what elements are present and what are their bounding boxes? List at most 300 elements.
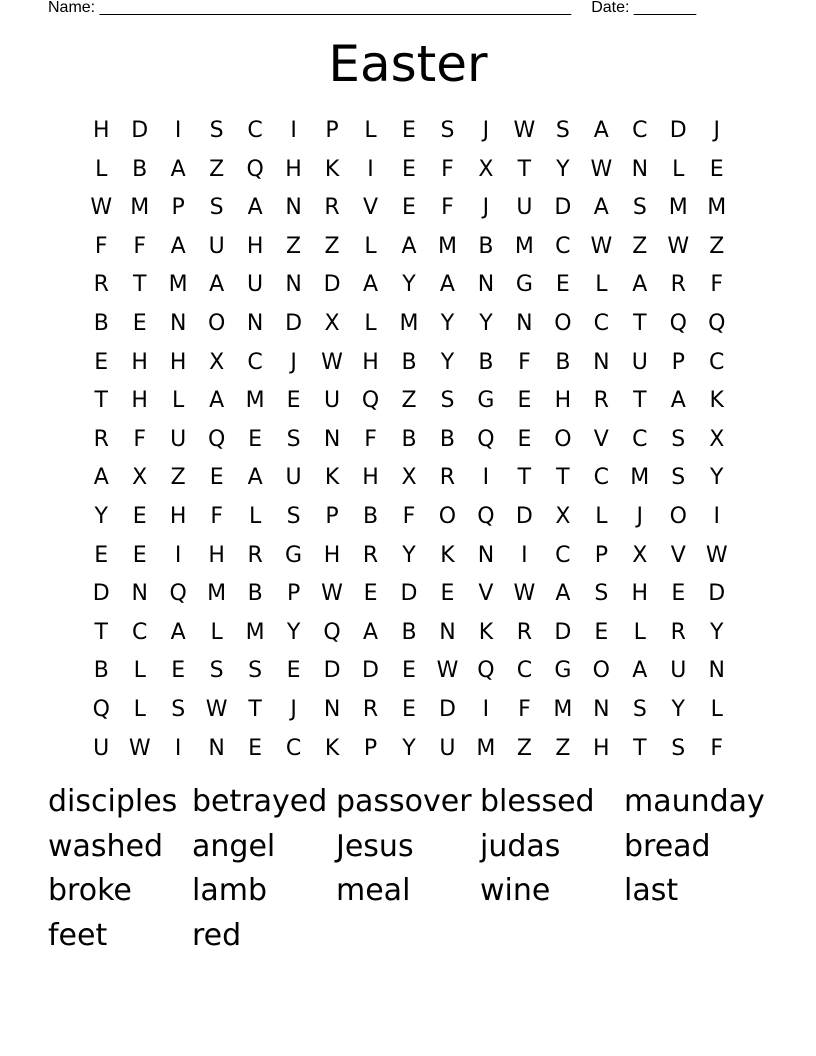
grid-cell: D: [554, 619, 572, 645]
grid-cell: Y: [671, 696, 685, 722]
grid-cell: Y: [440, 310, 455, 336]
grid-cell: W: [590, 233, 613, 259]
grid-cell: A: [170, 233, 186, 259]
grid-row: [82, 730, 736, 769]
grid-cell: V: [593, 426, 609, 452]
grid-cell: L: [210, 619, 223, 645]
grid-cell: A: [362, 619, 379, 645]
grid-cell: M: [168, 272, 188, 298]
grid-cell: T: [517, 465, 532, 491]
grid-cell: H: [362, 349, 379, 375]
grid-cell: I: [482, 696, 490, 722]
grid-cell: F: [364, 426, 377, 452]
grid-cell: B: [362, 503, 379, 529]
grid-row: [82, 151, 736, 190]
grid-cell: S: [671, 735, 686, 761]
grid-cell: Y: [479, 310, 493, 336]
grid-cell: Q: [323, 619, 341, 645]
grid-cell: E: [402, 696, 416, 722]
grid-row: [82, 228, 736, 267]
grid-cell: O: [438, 503, 457, 529]
grid-cell: E: [363, 581, 378, 607]
grid-cell: R: [247, 542, 263, 568]
grid-cell: A: [247, 195, 263, 221]
grid-cell: E: [709, 156, 724, 182]
grid-cell: O: [207, 310, 226, 336]
grid-cell: T: [132, 272, 147, 298]
header-fields: [48, 0, 748, 18]
grid-cell: F: [710, 272, 724, 298]
grid-cell: Q: [246, 156, 264, 182]
grid-cell: Y: [94, 503, 108, 529]
grid-row: [82, 382, 736, 421]
grid-row: [82, 652, 736, 691]
grid-cell: K: [324, 156, 340, 182]
grid-cell: B: [401, 426, 417, 452]
grid-cell: C: [555, 233, 571, 259]
grid-cell: M: [476, 735, 496, 761]
grid-cell: N: [516, 310, 533, 336]
grid-cell: B: [401, 349, 417, 375]
grid-cell: N: [593, 696, 610, 722]
grid-cell: P: [325, 118, 339, 143]
grid-cell: L: [595, 272, 608, 298]
grid-row: [82, 537, 736, 576]
grid-cell: H: [554, 388, 572, 414]
grid-cell: Y: [556, 156, 570, 182]
grid-cell: B: [401, 619, 417, 645]
grid-cell: B: [439, 426, 455, 452]
word-item: disciples: [48, 784, 178, 819]
grid-cell: F: [441, 195, 454, 221]
grid-cell: M: [130, 195, 150, 221]
grid-cell: D: [92, 581, 110, 607]
grid-cell: I: [482, 465, 490, 491]
grid-cell: A: [593, 118, 609, 143]
grid-cell: R: [670, 272, 686, 298]
grid-cell: E: [440, 581, 455, 607]
grid-cell: A: [247, 465, 263, 491]
grid-cell: B: [478, 233, 494, 259]
word-item: bread: [624, 828, 711, 864]
grid-cell: A: [632, 272, 648, 298]
grid-cell: E: [209, 465, 224, 491]
grid-cell: G: [477, 388, 495, 414]
grid-cell: E: [248, 426, 263, 452]
grid-cell: M: [514, 233, 534, 259]
grid-cell: P: [594, 542, 608, 568]
grid-cell: F: [441, 156, 454, 182]
grid-cell: M: [207, 581, 227, 607]
word-item: last: [624, 873, 679, 909]
grid-cell: U: [285, 465, 302, 491]
grid-cell: B: [247, 581, 263, 607]
grid-cell: D: [131, 118, 149, 143]
grid-cell: Z: [401, 388, 417, 414]
grid-cell: H: [131, 349, 148, 375]
grid-cell: A: [439, 272, 455, 298]
grid-cell: U: [631, 349, 648, 375]
grid-cell: O: [554, 426, 572, 452]
grid-cell: T: [556, 465, 570, 491]
grid-cell: E: [171, 658, 186, 684]
grid-cell: A: [170, 619, 186, 645]
grid-cell: N: [439, 619, 456, 645]
grid-cell: B: [555, 349, 571, 375]
grid-cell: L: [595, 503, 608, 529]
word-row: [48, 869, 788, 914]
grid-cell: Q: [708, 310, 726, 336]
grid-cell: U: [323, 388, 341, 414]
grid-cell: C: [632, 426, 648, 452]
grid-cell: F: [518, 696, 531, 722]
grid-cell: E: [286, 658, 301, 684]
grid-cell: H: [593, 735, 610, 761]
grid-cell: S: [286, 426, 301, 452]
grid-cell: W: [590, 156, 613, 182]
grid-cell: Y: [402, 272, 416, 298]
grid-cell: W: [205, 696, 228, 722]
grid-cell: I: [174, 735, 182, 761]
grid-cell: U: [670, 658, 687, 684]
grid-cell: M: [437, 233, 457, 259]
grid-cell: Z: [555, 735, 571, 761]
grid-cell: D: [323, 658, 341, 684]
grid-cell: A: [555, 581, 571, 607]
word-list: [48, 780, 788, 959]
grid-cell: X: [478, 156, 494, 182]
grid-cell: D: [438, 696, 456, 722]
grid-cell: I: [521, 542, 528, 568]
grid-cell: O: [554, 310, 572, 336]
grid-cell: E: [671, 581, 686, 607]
letter-grid: [82, 112, 736, 768]
grid-row: [82, 614, 736, 653]
grid-cell: Z: [516, 735, 532, 761]
name-field: Name: _____________________________________________________: [48, 0, 572, 16]
grid-cell: S: [209, 658, 224, 684]
grid-cell: A: [632, 658, 648, 684]
grid-cell: D: [362, 658, 379, 684]
grid-cell: U: [208, 233, 225, 259]
grid-cell: N: [246, 310, 264, 336]
grid-cell: C: [285, 735, 302, 761]
grid-row: [82, 112, 736, 151]
word-row: [48, 825, 788, 870]
word-item: maunday: [624, 784, 765, 819]
grid-cell: N: [593, 349, 610, 375]
grid-cell: M: [707, 195, 727, 221]
grid-cell: N: [131, 581, 148, 607]
grid-row: [82, 459, 736, 498]
grid-cell: Q: [669, 310, 687, 336]
grid-cell: B: [93, 658, 109, 684]
grid-cell: C: [632, 118, 648, 143]
grid-cell: J: [636, 503, 644, 529]
grid-cell: D: [285, 310, 303, 336]
word-item: washed: [48, 828, 164, 864]
grid-cell: E: [402, 195, 416, 221]
grid-cell: H: [169, 503, 187, 529]
grid-cell: V: [362, 195, 379, 221]
grid-cell: T: [517, 156, 532, 182]
grid-cell: S: [440, 118, 455, 143]
word-item: lamb: [192, 873, 267, 909]
grid-cell: U: [247, 272, 264, 298]
grid-cell: H: [285, 156, 302, 182]
word-item: broke: [48, 873, 132, 909]
grid-cell: J: [290, 696, 297, 722]
grid-cell: M: [245, 619, 265, 645]
grid-cell: I: [713, 503, 720, 529]
grid-cell: E: [555, 272, 570, 298]
grid-row: [82, 691, 736, 730]
grid-cell: W: [436, 658, 459, 684]
grid-cell: U: [93, 735, 110, 761]
grid-cell: Q: [477, 658, 495, 684]
grid-cell: T: [633, 735, 647, 761]
word-item: judas: [480, 828, 561, 864]
grid-cell: M: [668, 195, 688, 221]
grid-cell: Z: [209, 156, 225, 182]
grid-cell: L: [248, 503, 262, 529]
grid-cell: Y: [710, 465, 724, 491]
grid-cell: R: [593, 388, 609, 414]
grid-cell: E: [402, 658, 416, 684]
grid-cell: E: [594, 619, 609, 645]
grid-cell: I: [290, 118, 297, 143]
grid-cell: E: [402, 156, 416, 182]
grid-cell: A: [209, 388, 225, 414]
grid-cell: R: [362, 542, 379, 568]
grid-cell: E: [517, 388, 532, 414]
grid-cell: S: [632, 195, 647, 221]
grid-cell: N: [323, 696, 341, 722]
grid-cell: C: [247, 118, 263, 143]
grid-cell: W: [705, 542, 728, 568]
grid-row: [82, 421, 736, 460]
word-row: [48, 780, 788, 825]
grid-cell: Y: [440, 349, 455, 375]
grid-cell: A: [170, 156, 186, 182]
grid-cell: R: [93, 272, 109, 298]
grid-cell: A: [209, 272, 225, 298]
grid-cell: Z: [324, 233, 340, 259]
grid-cell: H: [92, 118, 110, 143]
grid-cell: G: [285, 542, 303, 568]
grid-cell: E: [132, 542, 147, 568]
grid-cell: S: [209, 118, 224, 143]
grid-cell: F: [710, 735, 724, 761]
word-item: red: [192, 918, 242, 954]
grid-cell: S: [286, 503, 301, 529]
grid-cell: J: [290, 349, 297, 375]
grid-cell: H: [208, 542, 225, 568]
word-item: Jesus: [336, 828, 414, 864]
grid-row: [82, 266, 736, 305]
grid-cell: H: [246, 233, 264, 259]
grid-cell: N: [285, 272, 302, 298]
grid-cell: C: [593, 310, 610, 336]
grid-cell: J: [482, 195, 490, 221]
grid-cell: C: [516, 658, 533, 684]
grid-cell: U: [170, 426, 187, 452]
word-item: feet: [48, 918, 108, 954]
grid-cell: X: [709, 426, 725, 452]
grid-cell: E: [132, 503, 147, 529]
grid-cell: X: [401, 465, 417, 491]
grid-cell: E: [94, 542, 109, 568]
grid-cell: Z: [170, 465, 186, 491]
grid-cell: H: [362, 465, 379, 491]
grid-cell: S: [555, 118, 570, 143]
grid-cell: U: [439, 735, 456, 761]
grid-cell: M: [245, 388, 265, 414]
grid-cell: M: [630, 465, 650, 491]
grid-cell: X: [132, 465, 148, 491]
grid-cell: D: [669, 118, 687, 143]
grid-cell: L: [364, 233, 377, 259]
grid-cell: E: [517, 426, 532, 452]
grid-cell: R: [324, 195, 340, 221]
grid-cell: D: [515, 503, 533, 529]
grid-cell: R: [670, 619, 686, 645]
grid-cell: E: [286, 388, 301, 414]
grid-cell: R: [362, 696, 379, 722]
grid-cell: V: [478, 581, 494, 607]
grid-cell: Q: [207, 426, 226, 452]
grid-cell: F: [210, 503, 223, 529]
grid-cell: Z: [286, 233, 302, 259]
grid-cell: W: [513, 581, 536, 607]
grid-cell: Y: [710, 619, 724, 645]
grid-cell: W: [513, 118, 536, 143]
grid-cell: P: [363, 735, 378, 761]
grid-cell: W: [90, 195, 113, 221]
grid-cell: E: [132, 310, 147, 336]
grid-cell: W: [667, 233, 690, 259]
word-item: betrayed: [192, 784, 328, 819]
word-item: angel: [192, 828, 276, 864]
grid-cell: P: [325, 503, 339, 529]
grid-row: [82, 575, 736, 614]
grid-cell: E: [402, 118, 416, 143]
grid-cell: P: [171, 195, 185, 221]
grid-cell: X: [555, 503, 571, 529]
grid-cell: C: [132, 619, 148, 645]
grid-cell: R: [439, 465, 456, 491]
grid-row: [82, 498, 736, 537]
grid-cell: P: [671, 349, 685, 375]
grid-cell: W: [128, 735, 151, 761]
grid-cell: N: [323, 426, 341, 452]
grid-cell: H: [131, 388, 148, 414]
grid-cell: W: [321, 349, 343, 375]
grid-cell: E: [248, 735, 263, 761]
grid-cell: C: [593, 465, 610, 491]
grid-row: [82, 344, 736, 383]
grid-cell: J: [482, 118, 490, 143]
grid-cell: U: [516, 195, 533, 221]
grid-cell: B: [93, 310, 109, 336]
grid-cell: G: [515, 272, 533, 298]
grid-cell: D: [400, 581, 418, 607]
grid-cell: L: [364, 310, 377, 336]
grid-cell: O: [592, 658, 610, 684]
grid-cell: L: [133, 696, 146, 722]
grid-cell: B: [478, 349, 494, 375]
word-item: meal: [336, 873, 411, 909]
date-field: Date: _______: [591, 0, 697, 16]
grid-cell: C: [555, 542, 571, 568]
grid-cell: R: [93, 426, 109, 452]
grid-cell: N: [477, 542, 495, 568]
grid-cell: K: [709, 388, 724, 414]
grid-cell: P: [286, 581, 301, 607]
grid-cell: I: [174, 542, 182, 568]
grid-cell: N: [169, 310, 187, 336]
grid-cell: K: [324, 735, 340, 761]
grid-cell: L: [133, 658, 146, 684]
grid-cell: L: [95, 156, 108, 182]
grid-cell: G: [554, 658, 572, 684]
grid-cell: D: [554, 195, 572, 221]
grid-cell: X: [632, 542, 648, 568]
grid-cell: T: [633, 310, 647, 336]
grid-cell: Z: [709, 233, 725, 259]
grid-cell: A: [670, 388, 686, 414]
grid-cell: M: [553, 696, 573, 722]
grid-cell: K: [440, 542, 455, 568]
grid-cell: T: [94, 619, 108, 645]
grid-cell: L: [710, 696, 723, 722]
grid-cell: Y: [286, 619, 301, 645]
grid-cell: D: [323, 272, 341, 298]
grid-cell: C: [709, 349, 725, 375]
grid-cell: Q: [361, 388, 380, 414]
grid-cell: K: [324, 465, 340, 491]
grid-cell: S: [171, 696, 186, 722]
grid-cell: S: [209, 195, 224, 221]
grid-cell: N: [285, 195, 302, 221]
grid-cell: X: [209, 349, 225, 375]
grid-cell: J: [713, 118, 720, 143]
grid-cell: S: [632, 696, 647, 722]
grid-cell: H: [169, 349, 187, 375]
grid-cell: L: [364, 118, 377, 143]
grid-row: [82, 305, 736, 344]
grid-cell: F: [133, 233, 147, 259]
grid-cell: S: [671, 426, 686, 452]
grid-cell: D: [708, 581, 726, 607]
word-item: blessed: [480, 784, 595, 819]
grid-cell: Q: [477, 503, 495, 529]
grid-cell: K: [478, 619, 494, 645]
grid-cell: V: [670, 542, 686, 568]
grid-cell: N: [208, 735, 225, 761]
word-row: [48, 914, 788, 959]
grid-cell: S: [671, 465, 686, 491]
grid-cell: C: [247, 349, 263, 375]
grid-cell: R: [516, 619, 533, 645]
grid-cell: F: [402, 503, 416, 529]
grid-row: [82, 189, 736, 228]
grid-cell: A: [362, 272, 379, 298]
word-item: passover: [336, 784, 472, 819]
grid-cell: E: [94, 349, 109, 375]
grid-cell: A: [93, 465, 109, 491]
grid-cell: F: [94, 233, 108, 259]
